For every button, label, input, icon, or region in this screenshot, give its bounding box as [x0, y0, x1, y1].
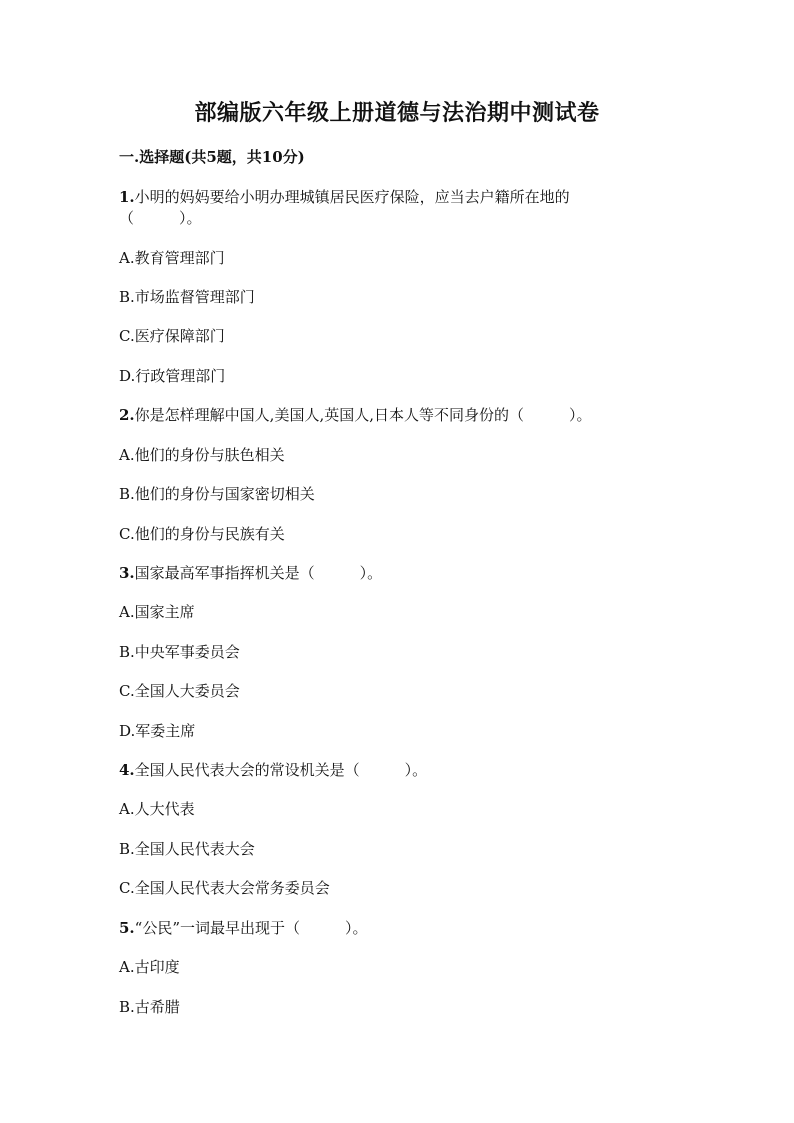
question-1 — [119, 186, 570, 207]
question-3 — [119, 562, 382, 583]
question-text: 全国人民代表大会的常设机关是（ ）。 — [134, 761, 428, 779]
question-number: 4. — [119, 761, 135, 779]
option-1d: D.行政管理部门 — [119, 367, 226, 385]
option-4c: C.全国人民代表大会常务委员会 — [119, 879, 330, 897]
option-2b: B.他们的身份与国家密切相关 — [119, 485, 315, 503]
option-1c: C.医疗保障部门 — [119, 327, 225, 345]
option-3d: D.军委主席 — [119, 722, 196, 740]
question-4 — [119, 759, 427, 780]
option-4a: A.人大代表 — [119, 800, 195, 818]
option-3b: B.中央军事委员会 — [119, 643, 240, 661]
option-5a: A.古印度 — [119, 958, 180, 976]
question-number: 1. — [119, 188, 135, 206]
page-title: 部编版六年级上册道德与法治期中测试卷 — [194, 100, 600, 126]
question-5 — [119, 917, 368, 938]
question-text: 你是怎样理解中国人,美国人,英国人,日本人等不同身份的（ ）。 — [134, 406, 592, 424]
option-1a: A.教育管理部门 — [119, 249, 225, 267]
section-heading: 一.选择题(共5题，共10分) — [119, 148, 305, 166]
option-2c: C.他们的身份与民族有关 — [119, 525, 285, 543]
question-text: 国家最高军事指挥机关是（ ）。 — [134, 564, 383, 582]
question-text: 小明的妈妈要给小明办理城镇居民医疗保险，应当去户籍所在地的 — [134, 188, 570, 206]
question-number: 3. — [119, 564, 135, 582]
option-3c: C.全国人大委员会 — [119, 682, 240, 700]
option-5b: B.古希腊 — [119, 998, 180, 1016]
option-2a: A.他们的身份与肤色相关 — [119, 446, 285, 464]
option-4b: B.全国人民代表大会 — [119, 840, 255, 858]
question-number: 2. — [119, 406, 135, 424]
question-number: 5. — [119, 919, 135, 937]
question-1-blank: （ ）。 — [119, 209, 202, 227]
option-3a: A.国家主席 — [119, 603, 195, 621]
option-1b: B.市场监督管理部门 — [119, 288, 255, 306]
question-text: “公民”一词最早出现于（ ）。 — [134, 919, 368, 937]
question-2 — [119, 404, 591, 425]
